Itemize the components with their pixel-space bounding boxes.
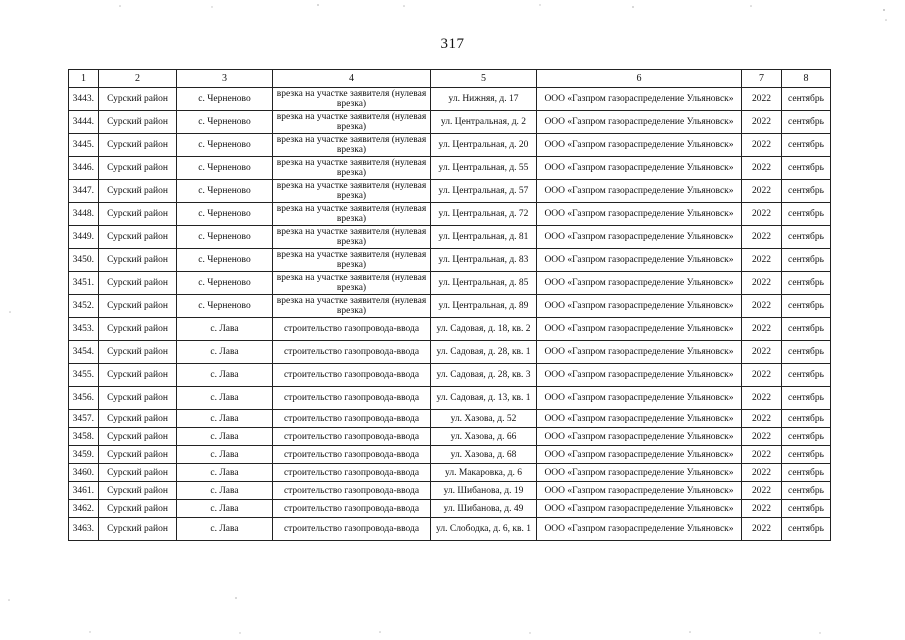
work-type-cell: строительство газопровода-ввода <box>273 387 431 410</box>
year-cell: 2022 <box>742 464 782 482</box>
year-cell: 2022 <box>742 364 782 387</box>
column-header: 5 <box>431 70 537 88</box>
table-row <box>69 180 831 203</box>
table-row <box>69 410 831 428</box>
year-cell: 2022 <box>742 482 782 500</box>
organization-cell: ООО «Газпром газораспределение Ульяновск» <box>537 482 742 500</box>
year-cell: 2022 <box>742 272 782 295</box>
column-header: 6 <box>537 70 742 88</box>
month-cell: сентябрь <box>782 88 831 111</box>
organization-cell: ООО «Газпром газораспределение Ульяновск» <box>537 341 742 364</box>
address-cell: ул. Центральная, д. 83 <box>431 249 537 272</box>
month-cell: сентябрь <box>782 134 831 157</box>
month-cell: сентябрь <box>782 410 831 428</box>
settlement-cell: с. Лава <box>177 387 273 410</box>
table-row <box>69 272 831 295</box>
address-cell: ул. Слободка, д. 6, кв. 1 <box>431 518 537 541</box>
row-number-cell: 3461. <box>69 482 99 500</box>
table-row <box>69 518 831 541</box>
year-cell: 2022 <box>742 249 782 272</box>
row-number-cell: 3462. <box>69 500 99 518</box>
month-cell: сентябрь <box>782 446 831 464</box>
work-type-cell: строительство газопровода-ввода <box>273 410 431 428</box>
table-row <box>69 157 831 180</box>
address-cell: ул. Шибанова, д. 19 <box>431 482 537 500</box>
row-number-cell: 3460. <box>69 464 99 482</box>
year-cell: 2022 <box>742 500 782 518</box>
district-cell: Сурский район <box>99 482 177 500</box>
work-type-cell: врезка на участке заявителя (нулевая врезка) <box>273 180 431 203</box>
address-cell: ул. Садовая, д. 28, кв. 1 <box>431 341 537 364</box>
table-row <box>69 318 831 341</box>
month-cell: сентябрь <box>782 318 831 341</box>
address-cell: ул. Садовая, д. 18, кв. 2 <box>431 318 537 341</box>
address-cell: ул. Центральная, д. 20 <box>431 134 537 157</box>
address-cell: ул. Центральная, д. 81 <box>431 226 537 249</box>
organization-cell: ООО «Газпром газораспределение Ульяновск» <box>537 226 742 249</box>
table-row <box>69 428 831 446</box>
organization-cell: ООО «Газпром газораспределение Ульяновск» <box>537 500 742 518</box>
work-type-cell: строительство газопровода-ввода <box>273 428 431 446</box>
column-header: 3 <box>177 70 273 88</box>
settlement-cell: с. Лава <box>177 446 273 464</box>
row-number-cell: 3456. <box>69 387 99 410</box>
settlement-cell: с. Черненово <box>177 88 273 111</box>
organization-cell: ООО «Газпром газораспределение Ульяновск» <box>537 134 742 157</box>
work-type-cell: строительство газопровода-ввода <box>273 482 431 500</box>
month-cell: сентябрь <box>782 203 831 226</box>
column-header: 8 <box>782 70 831 88</box>
organization-cell: ООО «Газпром газораспределение Ульяновск» <box>537 157 742 180</box>
district-cell: Сурский район <box>99 157 177 180</box>
address-cell: ул. Хазова, д. 66 <box>431 428 537 446</box>
table-row <box>69 387 831 410</box>
table-row <box>69 341 831 364</box>
work-type-cell: врезка на участке заявителя (нулевая врезка) <box>273 157 431 180</box>
column-header: 4 <box>273 70 431 88</box>
settlement-cell: с. Черненово <box>177 134 273 157</box>
organization-cell: ООО «Газпром газораспределение Ульяновск» <box>537 111 742 134</box>
year-cell: 2022 <box>742 318 782 341</box>
organization-cell: ООО «Газпром газораспределение Ульяновск» <box>537 88 742 111</box>
settlement-cell: с. Лава <box>177 428 273 446</box>
organization-cell: ООО «Газпром газораспределение Ульяновск» <box>537 249 742 272</box>
work-type-cell: врезка на участке заявителя (нулевая врезка) <box>273 272 431 295</box>
year-cell: 2022 <box>742 88 782 111</box>
settlement-cell: с. Лава <box>177 482 273 500</box>
settlement-cell: с. Черненово <box>177 111 273 134</box>
settlement-cell: с. Черненово <box>177 295 273 318</box>
table-header-row <box>69 70 831 88</box>
district-cell: Сурский район <box>99 500 177 518</box>
organization-cell: ООО «Газпром газораспределение Ульяновск» <box>537 272 742 295</box>
settlement-cell: с. Черненово <box>177 203 273 226</box>
table-row <box>69 249 831 272</box>
address-cell: ул. Центральная, д. 55 <box>431 157 537 180</box>
district-cell: Сурский район <box>99 318 177 341</box>
address-cell: ул. Центральная, д. 85 <box>431 272 537 295</box>
month-cell: сентябрь <box>782 249 831 272</box>
work-type-cell: врезка на участке заявителя (нулевая врезка) <box>273 134 431 157</box>
row-number-cell: 3452. <box>69 295 99 318</box>
district-cell: Сурский район <box>99 387 177 410</box>
table-row <box>69 500 831 518</box>
year-cell: 2022 <box>742 111 782 134</box>
work-type-cell: строительство газопровода-ввода <box>273 518 431 541</box>
organization-cell: ООО «Газпром газораспределение Ульяновск» <box>537 464 742 482</box>
month-cell: сентябрь <box>782 111 831 134</box>
address-cell: ул. Макаровка, д. 6 <box>431 464 537 482</box>
row-number-cell: 3455. <box>69 364 99 387</box>
year-cell: 2022 <box>742 518 782 541</box>
organization-cell: ООО «Газпром газораспределение Ульяновск» <box>537 410 742 428</box>
table-row <box>69 88 831 111</box>
page-number: 317 <box>440 36 465 52</box>
district-cell: Сурский район <box>99 249 177 272</box>
year-cell: 2022 <box>742 226 782 249</box>
settlement-cell: с. Лава <box>177 341 273 364</box>
district-cell: Сурский район <box>99 272 177 295</box>
row-number-cell: 3446. <box>69 157 99 180</box>
row-number-cell: 3444. <box>69 111 99 134</box>
month-cell: сентябрь <box>782 341 831 364</box>
work-type-cell: врезка на участке заявителя (нулевая врезка) <box>273 111 431 134</box>
row-number-cell: 3463. <box>69 518 99 541</box>
table-row <box>69 111 831 134</box>
organization-cell: ООО «Газпром газораспределение Ульяновск» <box>537 446 742 464</box>
row-number-cell: 3445. <box>69 134 99 157</box>
district-cell: Сурский район <box>99 134 177 157</box>
organization-cell: ООО «Газпром газораспределение Ульяновск» <box>537 180 742 203</box>
row-number-cell: 3451. <box>69 272 99 295</box>
work-type-cell: строительство газопровода-ввода <box>273 364 431 387</box>
district-cell: Сурский район <box>99 180 177 203</box>
row-number-cell: 3453. <box>69 318 99 341</box>
month-cell: сентябрь <box>782 500 831 518</box>
district-cell: Сурский район <box>99 88 177 111</box>
gas-connection-table <box>68 69 831 541</box>
month-cell: сентябрь <box>782 157 831 180</box>
month-cell: сентябрь <box>782 295 831 318</box>
work-type-cell: врезка на участке заявителя (нулевая врезка) <box>273 249 431 272</box>
settlement-cell: с. Черненово <box>177 272 273 295</box>
year-cell: 2022 <box>742 203 782 226</box>
settlement-cell: с. Лава <box>177 500 273 518</box>
district-cell: Сурский район <box>99 446 177 464</box>
address-cell: ул. Центральная, д. 89 <box>431 295 537 318</box>
year-cell: 2022 <box>742 341 782 364</box>
district-cell: Сурский район <box>99 295 177 318</box>
organization-cell: ООО «Газпром газораспределение Ульяновск» <box>537 295 742 318</box>
settlement-cell: с. Черненово <box>177 157 273 180</box>
work-type-cell: строительство газопровода-ввода <box>273 500 431 518</box>
table-row <box>69 446 831 464</box>
work-type-cell: строительство газопровода-ввода <box>273 341 431 364</box>
settlement-cell: с. Лава <box>177 518 273 541</box>
row-number-cell: 3443. <box>69 88 99 111</box>
district-cell: Сурский район <box>99 226 177 249</box>
address-cell: ул. Хазова, д. 68 <box>431 446 537 464</box>
work-type-cell: врезка на участке заявителя (нулевая врезка) <box>273 226 431 249</box>
row-number-cell: 3449. <box>69 226 99 249</box>
row-number-cell: 3454. <box>69 341 99 364</box>
address-cell: ул. Центральная, д. 57 <box>431 180 537 203</box>
year-cell: 2022 <box>742 295 782 318</box>
row-number-cell: 3457. <box>69 410 99 428</box>
settlement-cell: с. Лава <box>177 464 273 482</box>
organization-cell: ООО «Газпром газораспределение Ульяновск» <box>537 364 742 387</box>
row-number-cell: 3459. <box>69 446 99 464</box>
settlement-cell: с. Лава <box>177 410 273 428</box>
row-number-cell: 3458. <box>69 428 99 446</box>
year-cell: 2022 <box>742 387 782 410</box>
district-cell: Сурский район <box>99 364 177 387</box>
district-cell: Сурский район <box>99 518 177 541</box>
table-row <box>69 134 831 157</box>
address-cell: ул. Садовая, д. 28, кв. 3 <box>431 364 537 387</box>
table-row <box>69 464 831 482</box>
settlement-cell: с. Черненово <box>177 249 273 272</box>
month-cell: сентябрь <box>782 226 831 249</box>
month-cell: сентябрь <box>782 428 831 446</box>
organization-cell: ООО «Газпром газораспределение Ульяновск» <box>537 387 742 410</box>
table-row <box>69 482 831 500</box>
column-header: 7 <box>742 70 782 88</box>
column-header: 2 <box>99 70 177 88</box>
address-cell: ул. Садовая, д. 13, кв. 1 <box>431 387 537 410</box>
settlement-cell: с. Черненово <box>177 180 273 203</box>
work-type-cell: врезка на участке заявителя (нулевая врезка) <box>273 203 431 226</box>
work-type-cell: врезка на участке заявителя (нулевая врезка) <box>273 88 431 111</box>
address-cell: ул. Шибанова, д. 49 <box>431 500 537 518</box>
row-number-cell: 3447. <box>69 180 99 203</box>
district-cell: Сурский район <box>99 203 177 226</box>
organization-cell: ООО «Газпром газораспределение Ульяновск» <box>537 518 742 541</box>
settlement-cell: с. Черненово <box>177 226 273 249</box>
work-type-cell: строительство газопровода-ввода <box>273 464 431 482</box>
year-cell: 2022 <box>742 134 782 157</box>
table-row <box>69 364 831 387</box>
settlement-cell: с. Лава <box>177 318 273 341</box>
year-cell: 2022 <box>742 410 782 428</box>
address-cell: ул. Нижняя, д. 17 <box>431 88 537 111</box>
address-cell: ул. Центральная, д. 2 <box>431 111 537 134</box>
month-cell: сентябрь <box>782 180 831 203</box>
month-cell: сентябрь <box>782 364 831 387</box>
month-cell: сентябрь <box>782 464 831 482</box>
year-cell: 2022 <box>742 180 782 203</box>
district-cell: Сурский район <box>99 111 177 134</box>
work-type-cell: врезка на участке заявителя (нулевая врезка) <box>273 295 431 318</box>
address-cell: ул. Центральная, д. 72 <box>431 203 537 226</box>
column-header: 1 <box>69 70 99 88</box>
month-cell: сентябрь <box>782 482 831 500</box>
district-cell: Сурский район <box>99 341 177 364</box>
month-cell: сентябрь <box>782 387 831 410</box>
table-row <box>69 226 831 249</box>
organization-cell: ООО «Газпром газораспределение Ульяновск» <box>537 428 742 446</box>
address-cell: ул. Хазова, д. 52 <box>431 410 537 428</box>
year-cell: 2022 <box>742 428 782 446</box>
work-type-cell: строительство газопровода-ввода <box>273 318 431 341</box>
year-cell: 2022 <box>742 157 782 180</box>
district-cell: Сурский район <box>99 428 177 446</box>
row-number-cell: 3448. <box>69 203 99 226</box>
settlement-cell: с. Лава <box>177 364 273 387</box>
district-cell: Сурский район <box>99 410 177 428</box>
work-type-cell: строительство газопровода-ввода <box>273 446 431 464</box>
month-cell: сентябрь <box>782 518 831 541</box>
table-row <box>69 295 831 318</box>
organization-cell: ООО «Газпром газораспределение Ульяновск» <box>537 203 742 226</box>
organization-cell: ООО «Газпром газораспределение Ульяновск» <box>537 318 742 341</box>
row-number-cell: 3450. <box>69 249 99 272</box>
year-cell: 2022 <box>742 446 782 464</box>
district-cell: Сурский район <box>99 464 177 482</box>
month-cell: сентябрь <box>782 272 831 295</box>
table-body <box>69 88 831 541</box>
table-row <box>69 203 831 226</box>
